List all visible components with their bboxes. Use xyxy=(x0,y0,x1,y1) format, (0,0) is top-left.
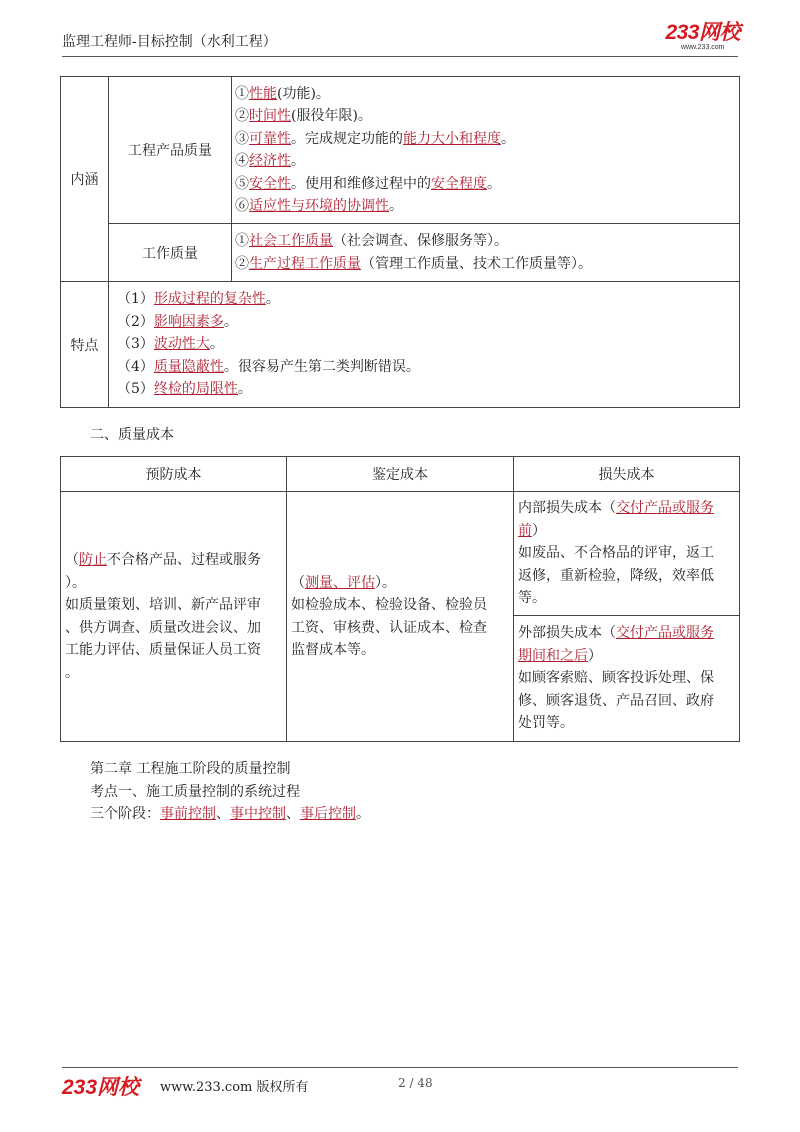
key-term: 交付产品或服务 xyxy=(616,625,714,642)
text-line xyxy=(65,639,282,662)
text-segment: 如废品、不合格品的评审，返工 xyxy=(518,545,714,562)
header-prevention-cost: 预防成本 xyxy=(61,457,287,492)
text-line xyxy=(235,195,739,218)
text-line xyxy=(65,549,282,572)
page-number: 2 / 48 xyxy=(398,1076,433,1090)
text-segment: ① xyxy=(235,233,249,249)
external-loss-cell xyxy=(514,616,740,742)
text-segment: 。使用和维修过程中的 xyxy=(291,175,431,192)
text-segment: ） xyxy=(532,522,546,539)
key-term: 事前控制 xyxy=(160,806,216,822)
text-segment: ① xyxy=(235,85,249,102)
text-segment: 工能力评估、质量保证人员工资 xyxy=(65,642,261,658)
text-line xyxy=(65,617,282,640)
logo-url: www.233.com xyxy=(680,44,725,51)
text-line xyxy=(235,83,739,106)
key-term: 形成过程的复杂性 xyxy=(153,291,266,308)
text-segment: 、供方调查、质量改进会议、加 xyxy=(65,619,261,636)
text-line xyxy=(291,594,509,617)
prevention-cost-cell xyxy=(61,492,287,742)
text-segment: 。 xyxy=(356,806,370,822)
key-term: 性能 xyxy=(249,85,277,102)
text-segment: 。完成规定功能的 xyxy=(291,130,403,147)
text-line xyxy=(518,690,735,713)
internal-loss-text xyxy=(514,497,739,610)
key-term: 能力大小和程度 xyxy=(403,130,501,147)
key-term: 影响因素多 xyxy=(153,313,224,330)
text-segment: 、 xyxy=(216,806,230,822)
text-segment: ② xyxy=(235,255,249,272)
key-term: 防止 xyxy=(79,552,107,568)
neihan-label: 内涵 xyxy=(61,77,109,282)
text-segment: ） xyxy=(588,647,602,664)
text-segment: (服役年限)。 xyxy=(291,108,372,124)
text-segment: 。 xyxy=(65,664,79,681)
text-segment: 。 xyxy=(265,291,280,308)
key-term: 时间性 xyxy=(249,108,291,124)
text-line xyxy=(518,622,735,645)
header-divider xyxy=(62,56,738,57)
text-segment: 。 xyxy=(237,381,252,398)
text-segment: 。 xyxy=(389,198,403,214)
chapter-title: 第二章 工程施工阶段的质量控制 xyxy=(90,761,291,777)
key-term: 交付产品或服务 xyxy=(616,500,714,517)
quality-definition-table xyxy=(60,76,740,408)
text-segment: （ xyxy=(65,552,79,568)
work-quality-content xyxy=(232,224,740,282)
text-segment: 。很容易产生第二类判断错误。 xyxy=(223,358,420,375)
header-title: 监理工程师-目标控制（水利工程） xyxy=(62,34,277,50)
key-term: 事后控制 xyxy=(300,806,356,822)
text-segment: ② xyxy=(235,108,249,124)
text-segment: 内部损失成本（ xyxy=(518,500,616,517)
text-segment: （1） xyxy=(117,291,154,308)
text-line xyxy=(235,128,739,151)
key-term: 终检的局限性 xyxy=(153,381,238,398)
key-term: 可靠性 xyxy=(249,130,291,147)
text-segment: 等。 xyxy=(518,590,546,607)
text-segment: ⑥ xyxy=(235,198,249,214)
text-segment: 、 xyxy=(286,806,300,822)
text-line xyxy=(117,288,739,311)
text-line xyxy=(518,645,735,668)
key-term: 生产过程工作质量 xyxy=(249,255,361,272)
text-segment: 。 xyxy=(501,130,515,147)
text-segment: （管理工作质量、技术工作质量等）。 xyxy=(361,255,592,272)
brand-logo[interactable] xyxy=(665,22,740,52)
three-stages-line xyxy=(90,803,370,823)
text-segment: （3） xyxy=(117,336,154,353)
text-line xyxy=(518,497,735,520)
product-quality-label: 工程产品质量 xyxy=(109,77,232,224)
key-term: 安全性 xyxy=(249,175,291,192)
text-line xyxy=(117,356,739,379)
text-segment: 如质量策划、培训、新产品评审 xyxy=(65,597,261,613)
text-segment: （社会调查、保修服务等）。 xyxy=(333,233,508,249)
text-segment: 不合格产品、过程或服务 xyxy=(107,552,261,568)
text-line xyxy=(518,542,735,565)
features-label: 特点 xyxy=(61,282,109,408)
text-segment: 外部损失成本（ xyxy=(518,625,616,642)
text-segment: 如检验成本、检验设备、检验员 xyxy=(291,597,487,613)
internal-loss-cell xyxy=(514,492,740,616)
features-content xyxy=(109,282,740,408)
text-line xyxy=(291,617,509,640)
text-segment: 三个阶段： xyxy=(90,806,160,822)
key-term: 适应性与环境的协调性 xyxy=(249,198,389,214)
text-line xyxy=(117,311,739,334)
key-term: 社会工作质量 xyxy=(249,233,333,249)
text-segment: 。 xyxy=(291,153,305,169)
appraisal-cost-text xyxy=(287,572,513,662)
text-segment: 返修，重新检验，降级，效率低 xyxy=(518,567,714,584)
text-segment: （ xyxy=(291,574,305,591)
text-line xyxy=(65,594,282,617)
text-line xyxy=(235,105,739,128)
text-line xyxy=(518,667,735,690)
key-term: 安全程度 xyxy=(431,175,487,192)
text-segment: (功能)。 xyxy=(277,85,330,102)
key-term: 经济性 xyxy=(249,153,291,169)
text-line xyxy=(291,572,509,595)
footer-logo[interactable]: 233网校 xyxy=(62,1076,140,1099)
text-line xyxy=(235,173,739,196)
text-line xyxy=(518,520,735,543)
exam-point-title: 考点一、施工质量控制的系统过程 xyxy=(90,784,300,800)
external-loss-text xyxy=(514,622,739,735)
quality-cost-table xyxy=(60,456,740,742)
header-loss-cost: 损失成本 xyxy=(514,457,740,492)
text-line xyxy=(65,662,282,685)
text-segment: 监督成本等。 xyxy=(291,642,375,658)
key-term: 前 xyxy=(518,522,532,539)
text-segment: ）。 xyxy=(375,574,396,591)
text-segment: 。 xyxy=(223,313,238,330)
key-term: 事中控制 xyxy=(230,806,286,822)
text-segment: 工资、审核费、认证成本、检查 xyxy=(291,619,487,636)
key-term: 波动性大 xyxy=(153,336,210,353)
text-line xyxy=(518,712,735,735)
text-line xyxy=(518,565,735,588)
logo-text: 233网校 xyxy=(665,21,740,44)
text-segment: 处罚等。 xyxy=(518,715,574,732)
key-term: 测量、评估 xyxy=(305,574,375,591)
text-segment: 。 xyxy=(487,175,501,192)
key-term: 质量隐蔽性 xyxy=(153,358,224,375)
footer-divider xyxy=(62,1067,738,1068)
work-quality-label: 工作质量 xyxy=(109,224,232,282)
text-segment: ④ xyxy=(235,153,249,169)
text-line xyxy=(65,572,282,595)
text-line xyxy=(117,378,739,401)
text-line xyxy=(518,587,735,610)
header-appraisal-cost: 鉴定成本 xyxy=(287,457,514,492)
key-term: 期间和之后 xyxy=(518,647,588,664)
prevention-cost-text xyxy=(61,549,286,684)
text-segment: （2） xyxy=(117,313,154,330)
text-segment: ）。 xyxy=(65,574,86,591)
text-segment: 如顾客索赔、顾客投诉处理、保 xyxy=(518,670,714,687)
text-segment: （5） xyxy=(117,381,154,398)
text-segment: 。 xyxy=(209,336,224,353)
text-segment: （4） xyxy=(117,358,154,375)
section-title: 二、质量成本 xyxy=(90,427,174,443)
text-line xyxy=(291,639,509,662)
text-line xyxy=(235,150,739,173)
product-quality-content xyxy=(232,77,740,224)
footer-website: www.233.com 版权所有 xyxy=(160,1080,309,1095)
appraisal-cost-cell xyxy=(287,492,514,742)
text-line xyxy=(235,230,739,253)
text-segment: ③ xyxy=(235,130,249,147)
text-segment: 修、顾客退货、产品召回、政府 xyxy=(518,692,714,709)
text-line xyxy=(235,253,739,276)
text-line xyxy=(117,333,739,356)
text-segment: ⑤ xyxy=(235,175,249,192)
